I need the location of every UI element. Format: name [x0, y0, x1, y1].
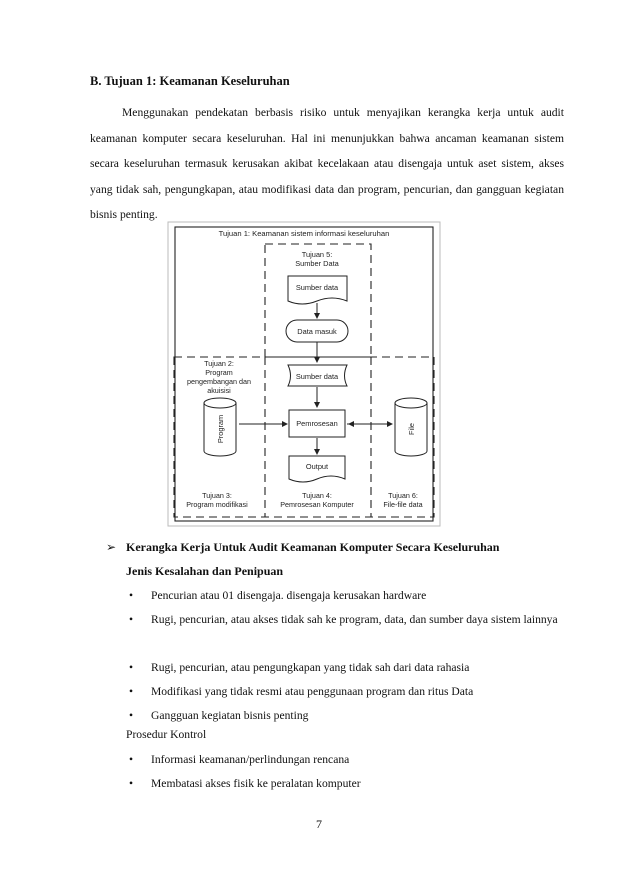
errors-subtitle: Jenis Kesalahan dan Penipuan — [126, 564, 284, 578]
bullet-dot-icon: • — [129, 613, 134, 626]
objective-5-label-1: Tujuan 5: — [301, 250, 333, 259]
list-item-text: Membatasi akses fisik ke peralatan komputer — [151, 777, 361, 790]
bullet-dot-icon: • — [129, 709, 134, 722]
objective-3-label-2: Program modifikasi — [186, 500, 248, 509]
intro-paragraph — [90, 100, 564, 228]
data-entry-label: Data masuk — [297, 327, 337, 336]
objective-6-label-1: Tujuan 6: — [388, 491, 418, 500]
objective-2-label-1: Tujuan 2: — [204, 359, 234, 368]
objective-6-label-2: File-file data — [383, 500, 423, 509]
processing-label: Pemrosesan — [296, 419, 338, 428]
arrow-bullet-icon: ➢ — [106, 540, 117, 554]
bullet-dot-icon: • — [129, 685, 134, 698]
objective-4-label-1: Tujuan 4: — [302, 491, 332, 500]
objective-4-label-2: Pemrosesan Komputer — [280, 500, 354, 509]
file-label: File — [407, 423, 416, 435]
list-item-text: Modifikasi yang tidak resmi atau penggunaan program dan ritus Data — [151, 685, 474, 698]
objective-1-title: Tujuan 1: Keamanan sistem informasi keseluruhan — [218, 229, 390, 238]
intro-paragraph-text: Menggunakan pendekatan berbasis risiko untuk menyajikan kerangka kerja untuk audit keamanan komputer secara keseluruhan. Hal ini menunjukkan bahwa ancaman keamanan sistem secara keseluruhan termasuk kerusakan akibat kecelakaan atau disengaja untuk aset sistem, akses yang tidak sah, pengungkapan, atau modifikasi data dan program, pencurian, dan gangguan kegiatan bisnis penting. — [90, 106, 564, 222]
controls-title: Prosedur Kontrol — [126, 728, 207, 741]
objective-3-label-1: Tujuan 3: — [202, 491, 232, 500]
security-framework-diagram — [167, 221, 441, 527]
bullet-dot-icon: • — [129, 753, 134, 766]
output-label: Output — [305, 462, 329, 471]
list-item-text: Gangguan kegiatan bisnis penting — [151, 709, 309, 722]
bullet-dot-icon: • — [129, 589, 134, 602]
bullet-dot-icon: • — [129, 661, 134, 674]
list-item-text: Informasi keamanan/perlindungan rencana — [151, 753, 350, 766]
source-data-1-label: Sumber data — [295, 283, 339, 292]
bullet-dot-icon: • — [129, 777, 134, 790]
list-item-text: Rugi, pencurian, atau akses tidak sah ke program, data, dan sumber daya sistem lainnya — [151, 613, 558, 626]
objective-2-label-3: pengembangan dan — [187, 377, 251, 386]
framework-title: Kerangka Kerja Untuk Audit Keamanan Komputer Secara Keseluruhan — [126, 540, 500, 554]
section-heading: B. Tujuan 1: Keamanan Keseluruhan — [90, 74, 290, 88]
objective-5-label-2: Sumber Data — [295, 259, 339, 268]
program-storage-cylinder — [204, 398, 236, 456]
list-item-text: Rugi, pencurian, atau pengungkapan yang tidak sah dari data rahasia — [151, 661, 470, 674]
diagram-svg — [167, 221, 441, 527]
file-storage-cylinder — [395, 398, 427, 456]
page-number: 7 — [316, 817, 322, 831]
list-item-text: Pencurian atau 01 disengaja. disengaja kerusakan hardware — [151, 589, 427, 602]
objective-2-label-2: Program — [205, 368, 233, 377]
program-label: Program — [216, 414, 225, 444]
source-data-2-label: Sumber data — [295, 372, 339, 381]
objective-2-label-4: akuisisi — [207, 386, 231, 395]
